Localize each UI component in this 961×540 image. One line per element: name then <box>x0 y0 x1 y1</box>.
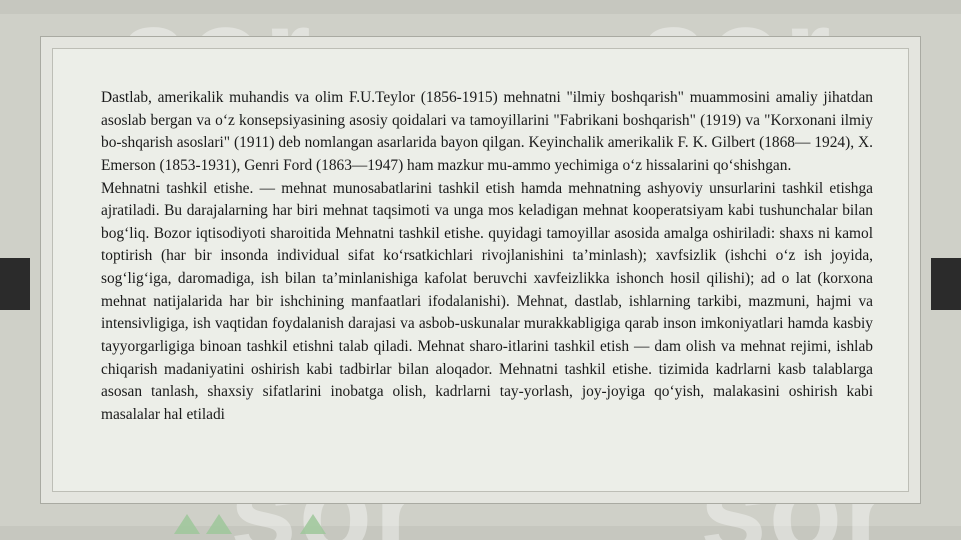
content-card-outer <box>40 36 921 504</box>
right-accent-bar <box>931 258 961 310</box>
paragraph: Mehnatni tashkil etishe. — mehnat munosabatlarini tashkil etish hamda mehnatning ashyoviy unsurlarini tashkil etishga ajratiladi. Bu darajalarning har biri mehnat taqsimoti va unga mos keladigan mehnat kooperatsiyam kabi tushunchalar bilan bog‘liq. Bozor iqtisodiyoti sharoitida Mehnatni tashkil etishe. quyidagi tamoyillar asosida amalga oshiriladi: shaxs ni kamol toptirish (har bir insonda individual sifat ko‘rsatkichlari rivojlanishini ta’minlash); xavfsizlik (ishchi o‘z ish joyida, sog‘lig‘iga, daromadiga, ish bilan ta’minlanishiga kafolat beruvchi xavfeizlikka ishonch hosil qilishi); ad o lat (korxona mehnat natijalarida har bir ishchining manfaatlari ifodalanishi). Mehnat, dastlab, ishlarning tarkibi, mazmuni, hajmi va intensivligiga, ish vaqtidan foydalanish darajasi va asbob-uskunalar murakkabligiga qarab inson imkoniyatlari hamda kasbiy tayyorgarligiga binoan tashkil etishni talab qiladi. Mehnat sharo-itlarini tashkil etish — dam olish va mehnat rejimi, ishlab chiqarish madaniyatini oshirish kabi tadbirlar bilan aloqador. Mehnatni tashkil etishe. tizimida kadrlarni kasb talablarga asosan tanlash, shaxsiy sifatlarini inobatga olish, kadrlarni tay-yorlash, joy-joyiga qo‘yish, malakasini oshirish kabi masalalar hal etiladi <box>101 179 873 423</box>
bottom-band <box>0 526 961 540</box>
chevron-accent-icon <box>300 514 326 534</box>
chevron-accent-icon <box>206 514 232 534</box>
left-accent-bar <box>0 258 30 310</box>
content-card-inner <box>52 48 909 492</box>
slide-body-text <box>101 87 873 427</box>
chevron-accent-icon <box>174 514 200 534</box>
paragraph: Dastlab, amerikalik muhandis va olim F.U.Teylor (1856-1915) mehnatni "ilmiy boshqarish" muammosini amaliy jihatdan asoslab bergan va o‘z konsepsiyasining asosiy qoidalari va tamoyillarini "Fabrikani boshqarish" (1919) va "Korxonani ilmiy bo-shqarish asoslari" (1911) deb nomlangan asarlarida bayon qilgan. Keyinchalik amerikalik F. K. Gilbert (1868— 1924), X. Emerson (1853-1931), Genri Ford (1863—1947) ham mazkur mu-ammo yechimiga o‘z hissalarini qo‘shishgan. <box>101 89 873 174</box>
top-band <box>0 0 961 14</box>
